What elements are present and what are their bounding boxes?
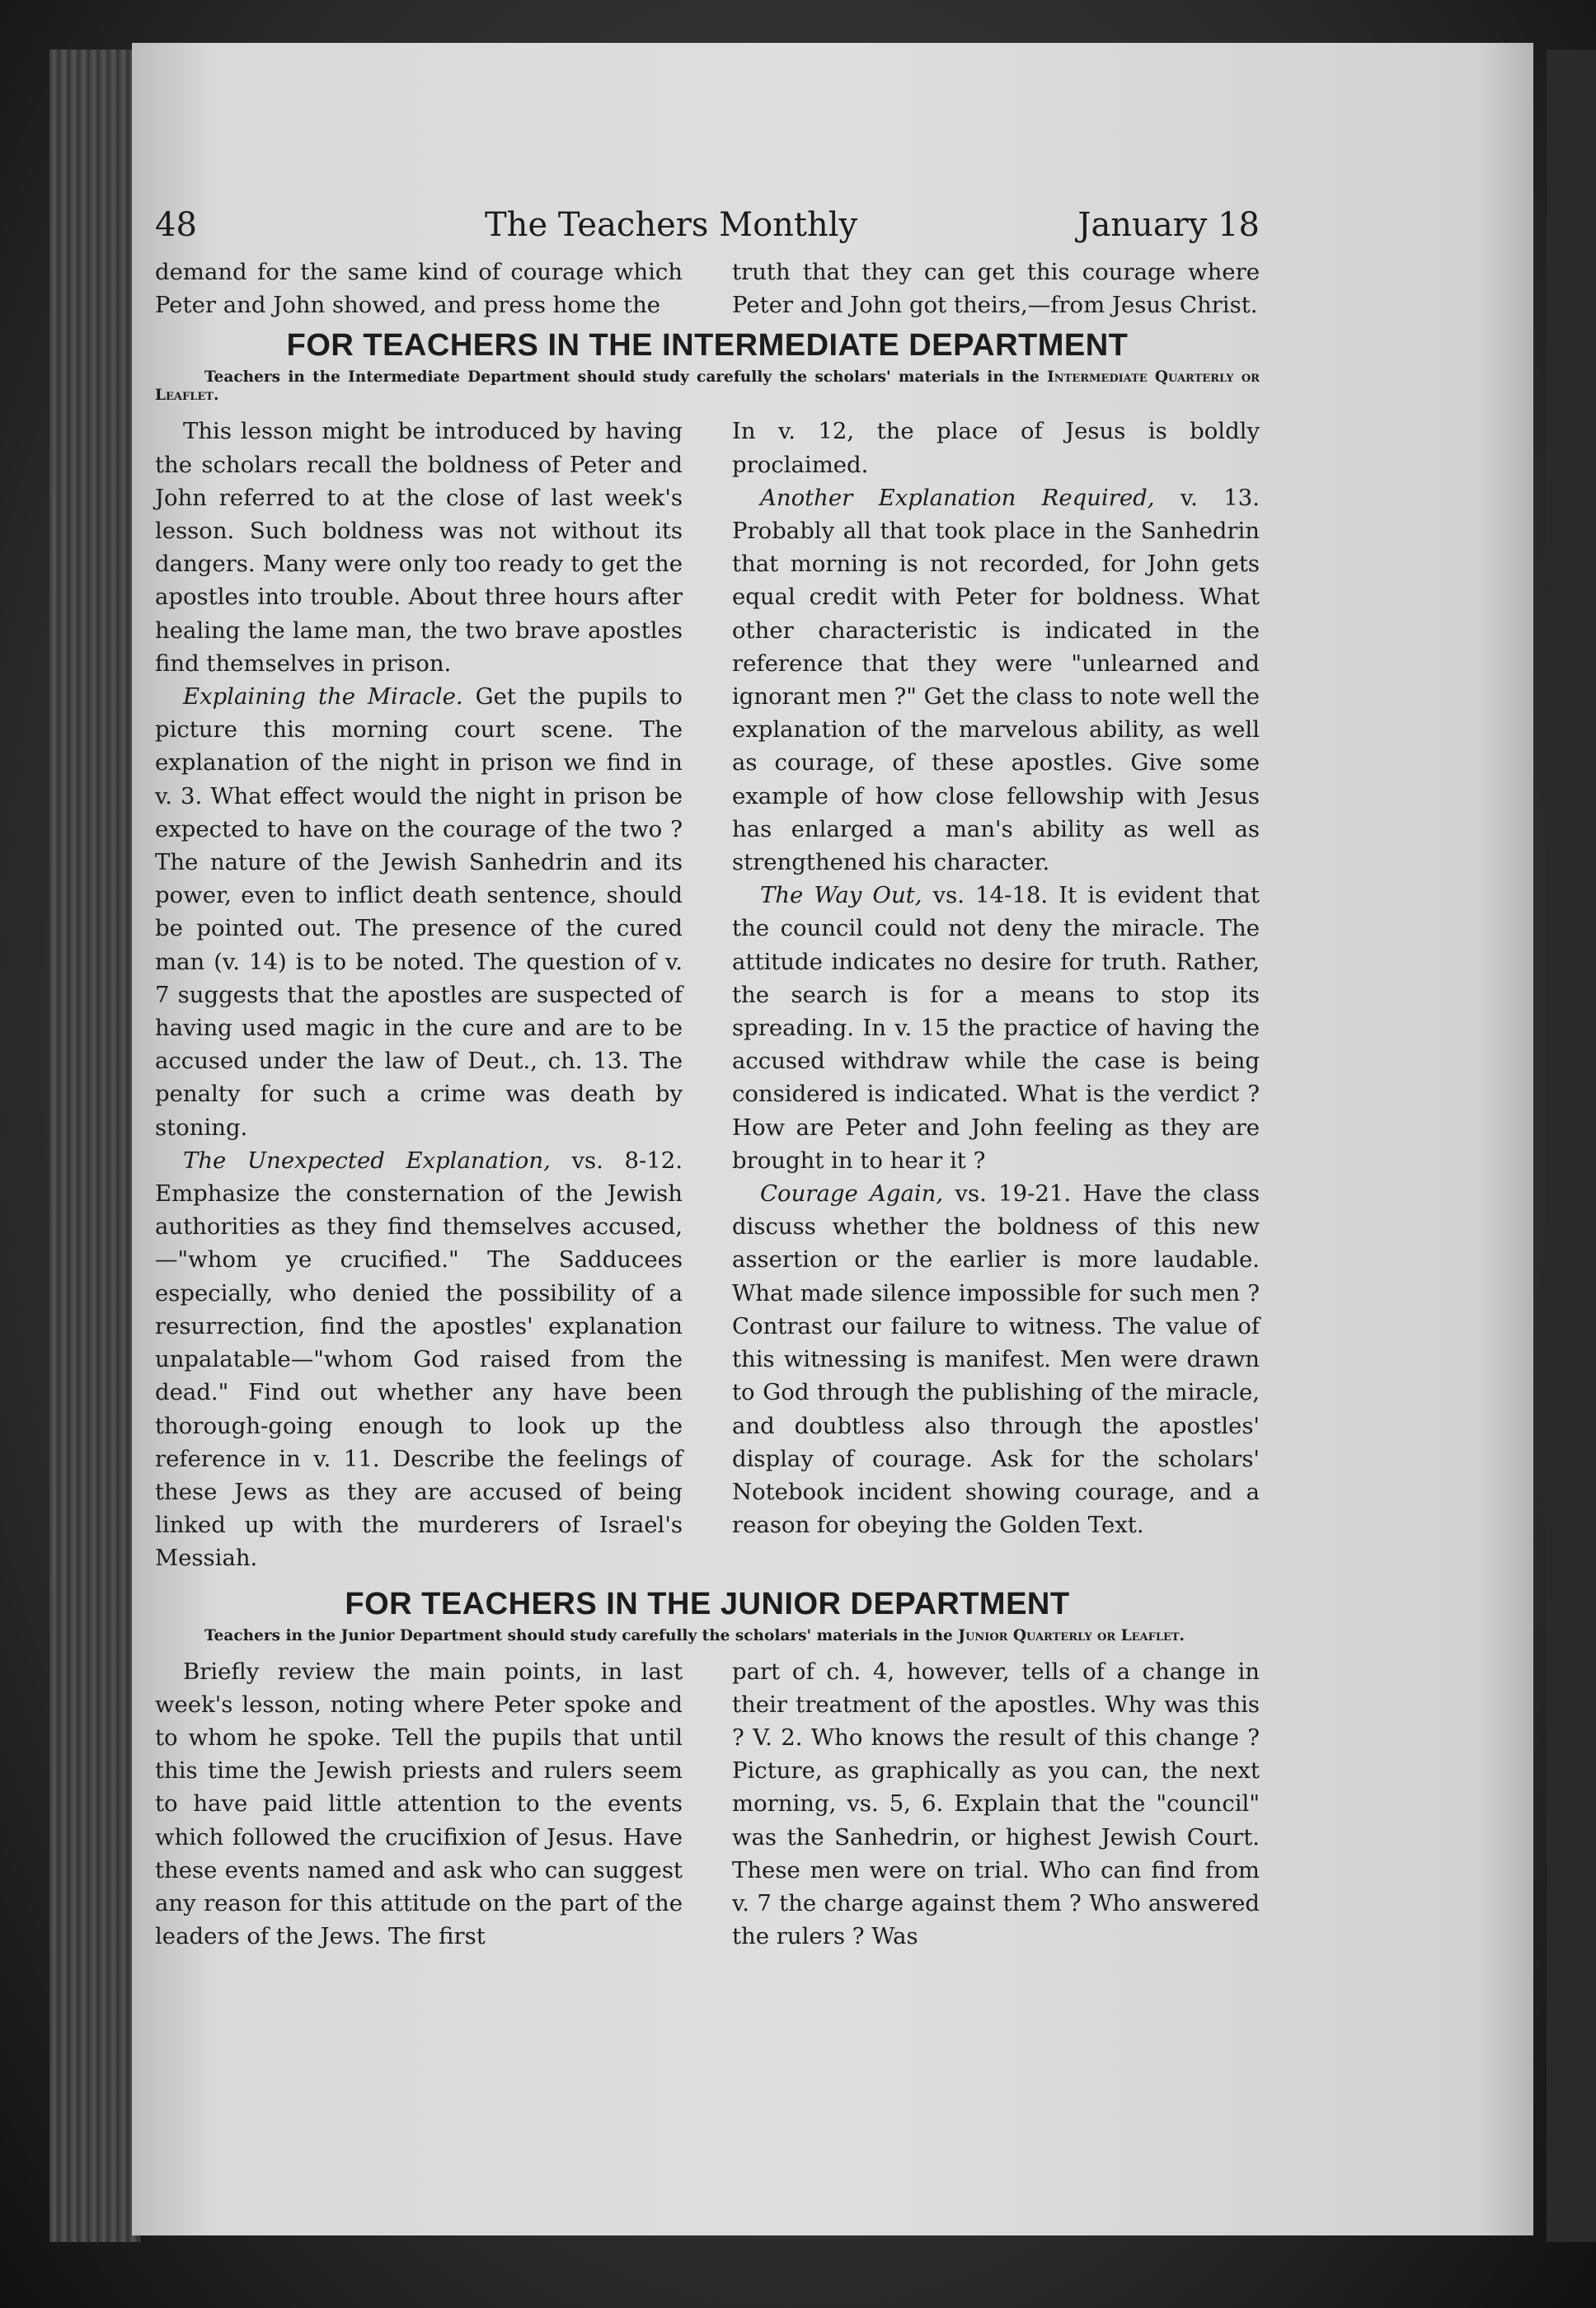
junior-columns	[155, 1655, 1260, 1954]
paragraph: part of ch. 4, however, tells of a change in their treatment of the apostles. Why was this ? V. 2. Who knows the result of this change ? Picture, as graphically as you can, the next morning, vs. 5, 6. Explain that the "council" was the Sanhedrin, or highest Jewish Court. These men were on trial. Who can find from v. 7 the charge against them ? Who answered the rulers ? Was	[732, 1658, 1260, 1950]
junior-note-text: Teachers in the Junior Department should study carefully the scholars' materials in the	[204, 1626, 953, 1644]
paragraph-title: Courage Again,	[760, 1180, 944, 1208]
paragraph-title: The Unexpected Explanation,	[183, 1147, 551, 1174]
paragraph-text: vs. 14-18. It is evident that the council could not deny the miracle. The attitude indicates no desire for truth. Rather, the search is for a means to stop its spreading. In v. 15 the practice of having the accused withdraw while the case is being considered is indicated. What is the verdict ? How are Peter and John feeling as they are brought in to hear it ?	[732, 882, 1260, 1174]
page-content	[155, 206, 1260, 1953]
paragraph: Briefly review the main points, in last week's lesson, noting where Peter spoke and to whom he spoke. Tell the pupils that until this time the Jewish priests and rulers seem to have paid little attention to the events which followed the crucifixion of Jesus. Have these events named and ask who can suggest any reason for this attitude on the part of the leaders of the Jews. The first	[155, 1658, 683, 1950]
paragraph-title: Explaining the Miracle.	[183, 683, 463, 711]
paragraph	[155, 1144, 683, 1575]
paragraph-text: vs. 19-21. Have the class discuss whether the boldness of this new assertion or the earlier is more laudable. What made silence impossible for such men ? Contrast our failure to witness. The value of this witnessing is manifest. Men were drawn to God through the publishing of the miracle, and doubtless also through the apostles' display of courage. Ask for the scholars' Notebook incident showing courage, and a reason for obeying the Golden Text.	[732, 1180, 1260, 1539]
book-right-edge	[1547, 49, 1596, 2242]
intermediate-note-caps: Intermediate Quarterly or Leaflet.	[155, 368, 1260, 405]
book-spine-edge	[49, 49, 140, 2242]
intermediate-left-column	[155, 415, 683, 1574]
paragraph	[155, 680, 683, 1144]
paragraph-text: v. 13. Probably all that took place in the Sanhedrin that morning is not recorded, for John gets equal credit with Peter for boldness. What other characteristic is indicated in the reference that they were "unlearned and ignorant men ?" Get the class to note well the explanation of the marvelous ability, as well as courage, of these apostles. Give some example of how close fellowship with Jesus has enlarged a man's ability as well as strengthened his character.	[732, 484, 1260, 876]
continued-text	[155, 256, 1260, 321]
junior-right-column	[732, 1655, 1260, 1954]
running-header	[155, 206, 1260, 256]
intermediate-heading: FOR TEACHERS IN THE INTERMEDIATE DEPARTMENT	[286, 328, 1129, 364]
issue-date: January 18	[1077, 206, 1260, 244]
intermediate-columns	[155, 415, 1260, 1574]
junior-note-caps: Junior Quarterly or Leaflet.	[958, 1626, 1185, 1644]
junior-heading: FOR TEACHERS IN THE JUNIOR DEPARTMENT	[345, 1586, 1070, 1621]
paragraph-title: Another Explanation Required,	[760, 484, 1155, 511]
paragraph	[732, 1177, 1260, 1541]
paragraph	[732, 481, 1260, 879]
continued-right-text: truth that they can get this courage where Peter and John got theirs,—from Jesus Christ.	[732, 259, 1260, 319]
paragraph-title: The Way Out,	[760, 882, 922, 909]
paragraph-text: Get the pupils to picture this morning court scene. The explanation of the night in prison we find in v. 3. What effect would the night in prison be expected to have on the courage of the two ? The nature of the Jewish Sanhedrin and its power, even to inflict death sentence, should be pointed out. The presence of the cured man (v. 14) is to be noted. The question of v. 7 suggests that the apostles are suspected of having used magic in the cure and are to be accused under the law of Deut., ch. 13. The penalty for such a crime was death by stoning.	[155, 683, 683, 1141]
intermediate-right-column	[732, 415, 1260, 1574]
paragraph	[732, 879, 1260, 1177]
paragraph: In v. 12, the place of Jesus is boldly proclaimed.	[732, 418, 1260, 478]
intermediate-note	[155, 368, 1260, 405]
publication-title: The Teachers Monthly	[485, 206, 858, 244]
paragraph-text: vs. 8-12. Emphasize the consternation of the Jewish authorities as they find themselves accused,—"whom ye crucified." The Sadducees especially, who denied the possibility of a resurrection, find the apostles' explanation unpalatable—"whom God raised from the dead." Find out whether any have been thorough-going enough to look up the reference in v. 11. Describe the feelings of these Jews as they are accused of being linked up with the murderers of Israel's Messiah.	[155, 1147, 683, 1572]
page-number: 48	[155, 206, 197, 244]
continued-left-text: demand for the same kind of courage which Peter and John showed, and press home the	[155, 259, 683, 319]
intermediate-intro: This lesson might be introduced by having the scholars recall the boldness of Peter and John referred to at the close of last week's lesson. Such boldness was not without its dangers. Many were only too ready to get the apostles into trouble. About three hours after healing the lame man, the two brave apostles find themselves in prison.	[155, 418, 683, 677]
junior-left-column	[155, 1655, 683, 1954]
junior-note	[155, 1627, 1260, 1645]
intermediate-note-text: Teachers in the Intermediate Department should study carefully the scholars' materials in the	[204, 368, 1040, 387]
